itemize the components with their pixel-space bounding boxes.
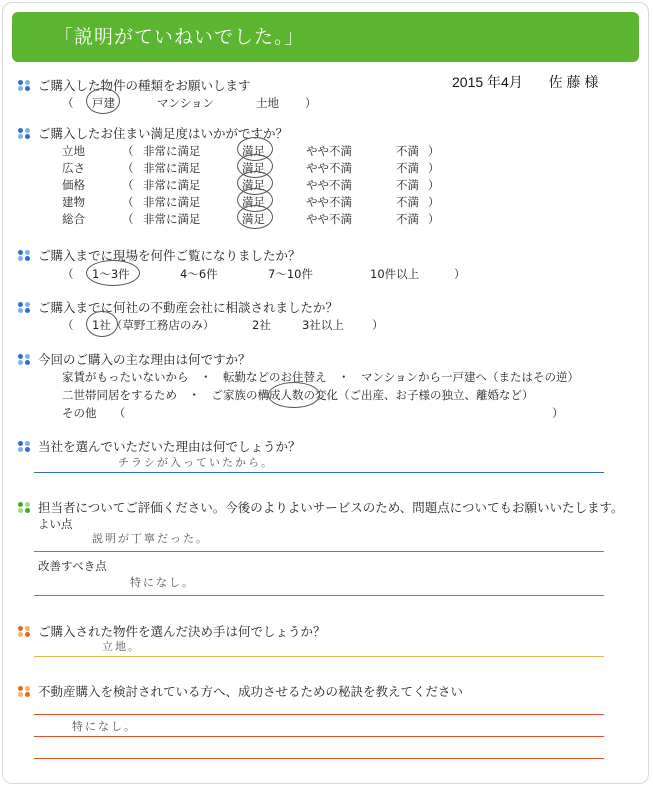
option-4-6: 4～6件	[180, 267, 218, 281]
reason-line-2: 二世帯同居をするため ・ ご家族の構成人数の変化（ご出産、お子様の独立、離婚など）	[62, 388, 534, 402]
good-points-answer: 説明が丁寧だった。	[92, 532, 209, 545]
signature-date: 2015 年4月	[452, 74, 523, 90]
paren-open: （	[62, 96, 74, 110]
answer-circle-mark	[86, 311, 118, 337]
bullet-icon	[18, 354, 34, 365]
option-mansion: マンション	[157, 96, 214, 110]
option-1-3: 1～3件	[92, 267, 130, 281]
option-10plus: 10件以上	[370, 267, 420, 281]
option-2-companies: 2社	[252, 318, 271, 332]
answer-why-us: チラシが入っていたから。	[118, 456, 274, 469]
good-points-label: よい点	[38, 517, 73, 531]
answer-line	[34, 472, 604, 473]
answer-circle-mark	[86, 88, 120, 114]
bullet-icon	[18, 502, 34, 513]
page-title: 「説明がていねいでした。」	[12, 12, 639, 62]
question-property-type: ご購入した物件の種類をお願いします	[18, 76, 251, 94]
reason-other-close: ）	[552, 406, 564, 420]
answer-circle-mark	[268, 382, 320, 408]
question-reason: 今回のご購入の主な理由は何ですか？	[18, 350, 251, 368]
bullet-icon	[18, 128, 34, 139]
question-why-us: 当社を選んでいただいた理由は何でしょうか？	[18, 437, 301, 455]
improve-points-answer: 特になし。	[130, 576, 195, 589]
question-agencies: ご購入までに何社の不動産会社に相談されましたか？	[18, 298, 338, 316]
answer-line	[34, 551, 604, 552]
paren-close: ）	[305, 96, 317, 110]
option-3plus-companies: 3社以上	[302, 318, 344, 332]
answer-line	[34, 656, 604, 657]
question-staff-evaluation: 担当者についてご評価ください。今後のよりよいサービスのため、問題点についてもお願いいたします。	[18, 498, 624, 516]
option-7-10: 7～10件	[268, 267, 313, 281]
answer-circle-mark	[237, 205, 273, 229]
reason-line-1: 家賃がもったいないから ・ 転勤などのお住替え ・ マンションから一戸建へ（またはその逆）	[62, 370, 579, 384]
bullet-icon	[18, 626, 34, 637]
answer-advice: 特になし。	[72, 720, 137, 733]
bullet-icon	[18, 250, 34, 261]
signature	[452, 72, 598, 92]
bullet-icon	[18, 80, 34, 91]
option-house: 戸建	[92, 96, 115, 110]
option-land: 土地	[256, 96, 279, 110]
question-advice: 不動産購入を検討されている方へ、成功させるための秘訣を教えてください	[18, 682, 463, 700]
signature-name: 佐 藤 様	[548, 74, 599, 90]
bullet-icon	[18, 302, 34, 313]
improve-points-label: 改善すべき点	[38, 559, 107, 573]
answer-deciding-factor: 立地。	[102, 640, 141, 653]
question-viewings: ご購入までに現場を何件ご覧になりましたか？	[18, 246, 301, 264]
answer-line	[34, 714, 604, 715]
answer-line	[34, 595, 604, 596]
bullet-icon	[18, 441, 34, 452]
option-1-company: 1社（草野工務店のみ）	[92, 318, 215, 332]
answer-line	[34, 758, 604, 759]
question-deciding-factor: ご購入された物件を選んだ決め手は何でしょうか？	[18, 622, 326, 640]
reason-other: その他 （	[62, 406, 126, 420]
bullet-icon	[18, 686, 34, 697]
answer-circle-mark	[86, 260, 140, 286]
answer-line	[34, 736, 604, 737]
question-satisfaction: ご購入したお住まい満足度はいかがですか？	[18, 124, 288, 142]
